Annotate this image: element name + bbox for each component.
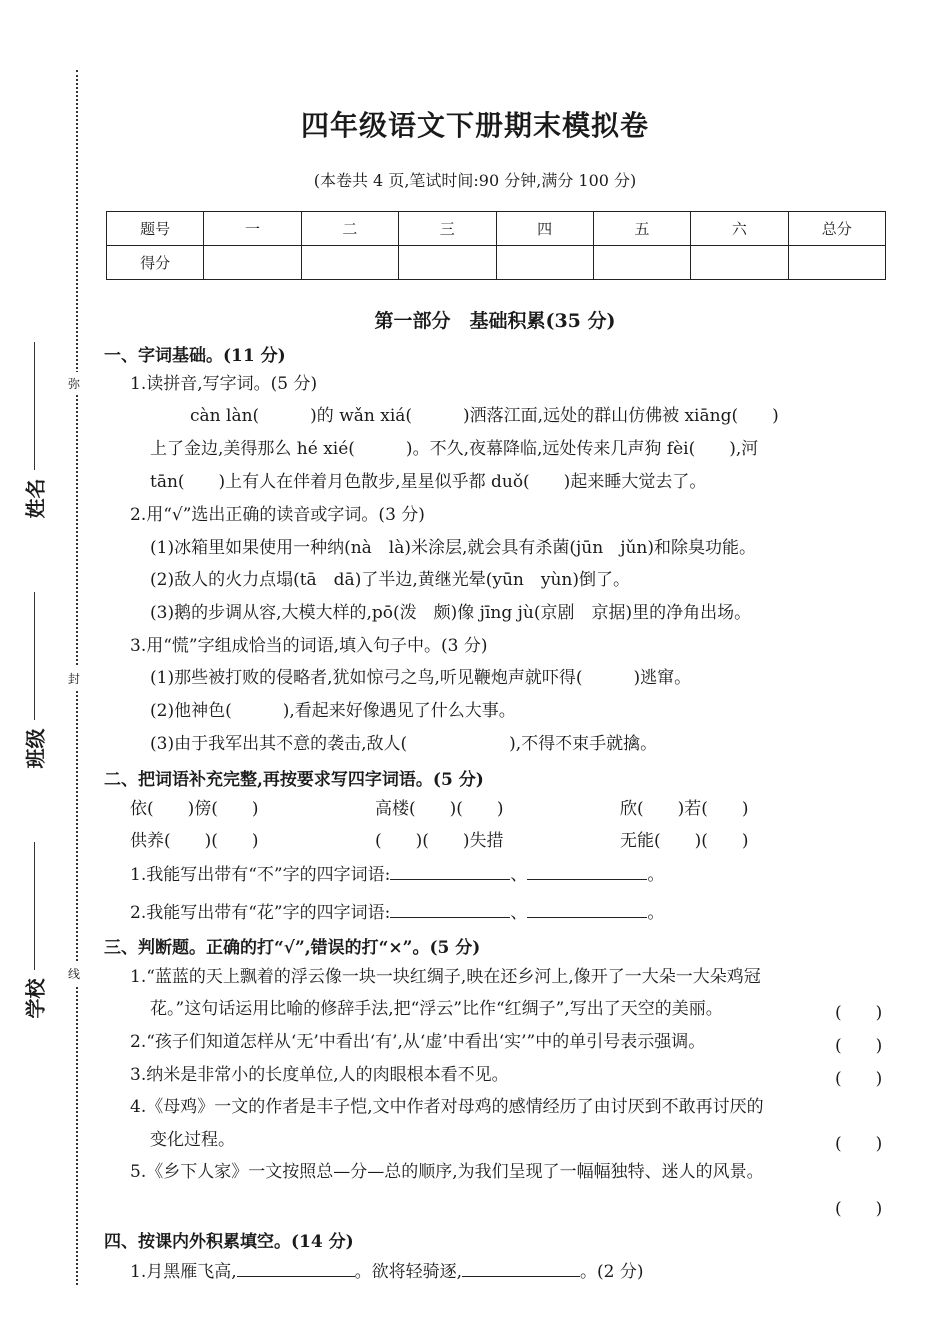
s3-item5: 5.《乡下人家》一文按照总—分—总的顺序,为我们呈现了一幅幅独特、迷人的风景。: [130, 1162, 764, 1182]
s2-q1-end: 。: [647, 865, 665, 885]
s1-q1-title: 1.读拼音,写字词。(5 分): [130, 374, 318, 394]
seal-char-xian: 线: [68, 962, 80, 985]
score-cell-2: 二: [301, 212, 398, 246]
school-field[interactable]: [20, 842, 48, 1019]
school-underline: [34, 842, 35, 970]
s1-q2-item2: (2)敌人的火力点塌(tā dā)了半边,黄继光晕(yūn yùn)倒了。: [150, 570, 631, 590]
s2-q1-blank-2[interactable]: [527, 863, 647, 880]
score-cell-1: 一: [204, 212, 301, 246]
s3-answer-1[interactable]: ( ): [835, 1003, 883, 1023]
s2-q2-end: 。: [647, 903, 665, 923]
name-field[interactable]: [20, 342, 48, 519]
s2-q1-text: 1.我能写出带有“不”字的四字词语:: [130, 865, 391, 885]
s2-q1-blank-1[interactable]: [390, 863, 510, 880]
class-label: 班级: [23, 728, 48, 769]
s1-q3-item3-text: (3)由于我军出其不意的袭击,敌人( ): [150, 734, 516, 754]
score-table-header-row: [107, 212, 886, 246]
s3-item2: 2.“孩子们知道怎样从‘无’中看出‘有’,从‘虚’中看出‘实’”中的单引号表示强调。: [130, 1032, 706, 1052]
s4-q1-text: 1.月黑雁飞高,: [130, 1262, 237, 1282]
s1-q1-line2: 上了金边,美得那么 hé xié( )。不久,夜幕降临,远处传来几声狗 fèi( ),河: [150, 439, 759, 459]
s1-q3-item1: (1)那些被打败的侵略者,犹如惊弓之鸟,听见鞭炮声就吓得( )逃窜。: [150, 668, 692, 688]
part1-title: 第一部分 基础积累(35 分): [374, 310, 616, 332]
score-input-5[interactable]: [593, 246, 690, 280]
s2-q2-blank-1[interactable]: [390, 901, 510, 918]
s1-q3-item3: [150, 733, 657, 755]
name-label: 姓名: [23, 478, 48, 519]
s1-q2-title: 2.用“√”选出正确的读音或字词。(3 分): [130, 505, 425, 525]
s1-q3-item3-tail: ,不得不束手就擒。: [515, 734, 658, 754]
section1-title: 一、字词基础。(11 分): [104, 346, 286, 366]
s1-q3-title: 3.用“慌”字组成恰当的词语,填入句子中。(3 分): [130, 636, 488, 656]
s2-word-2: 高楼( )( ): [375, 799, 504, 819]
s2-word-1: 依( )傍( ): [130, 799, 259, 819]
score-cell-total: 总分: [788, 212, 885, 246]
s2-word-6: 无能( )( ): [620, 831, 749, 851]
s1-q3-item2: (2)他神色( ),看起来好像遇见了什么大事。: [150, 701, 516, 721]
score-table-score-row: [107, 246, 886, 280]
s1-q2-item1: (1)冰箱里如果使用一种纳(nà là)米涂层,就会具有杀菌(jūn jǔn)和除臭功能。: [150, 538, 757, 558]
s2-q2-text: 2.我能写出带有“花”字的四字词语:: [130, 903, 391, 923]
s4-q1-end: 。(2 分): [580, 1262, 644, 1282]
class-underline: [34, 592, 35, 720]
s2-word-4: 供养( )( ): [130, 831, 259, 851]
s2-q1-sep: 、: [510, 865, 528, 885]
class-field[interactable]: [20, 592, 48, 769]
score-input-2[interactable]: [301, 246, 398, 280]
s2-q2-blank-2[interactable]: [527, 901, 647, 918]
s4-q1-mid: 。欲将轻骑逐,: [354, 1262, 463, 1282]
s3-answer-3[interactable]: ( ): [835, 1069, 883, 1089]
score-cell-label: 题号: [107, 212, 204, 246]
section3-title: 三、判断题。正确的打“√”,错误的打“×”。(5 分): [104, 938, 481, 958]
score-cell-5: 五: [593, 212, 690, 246]
score-input-6[interactable]: [691, 246, 788, 280]
section4-title: 四、按课内外积累填空。(14 分): [104, 1232, 354, 1252]
s3-answer-5[interactable]: ( ): [835, 1199, 883, 1219]
score-cell-3: 三: [399, 212, 496, 246]
s2-q2-sep: 、: [510, 903, 528, 923]
s3-item1-line2: 花。”这句话运用比喻的修辞手法,把“浮云”比作“红绸子”,写出了天空的美丽。: [150, 999, 723, 1019]
s3-item3: 3.纳米是非常小的长度单位,人的肉眼根本看不见。: [130, 1065, 509, 1085]
s2-q2: [130, 901, 664, 924]
score-cell-6: 六: [691, 212, 788, 246]
s1-q1-line1: càn làn( )的 wǎn xiá( )洒落江面,远处的群山仿佛被 xiāng( ): [190, 406, 779, 426]
s3-item4-line2: 变化过程。: [150, 1130, 235, 1150]
score-input-3[interactable]: [399, 246, 496, 280]
s2-q1: [130, 863, 664, 886]
score-input-1[interactable]: [204, 246, 301, 280]
s2-word-5: ( )( )失措: [375, 831, 504, 851]
s1-q1-line3: tān( )上有人在伴着月色散步,星星似乎都 duǒ( )起来睡大觉去了。: [150, 472, 707, 492]
s1-q2-item3: (3)鹅的步调从容,大模大样的,pō(泼 颇)像 jīng jù(京剧 京据)里的净角出场。: [150, 603, 752, 623]
s3-answer-4[interactable]: ( ): [835, 1134, 883, 1154]
s2-word-3: 欣( )若( ): [620, 799, 749, 819]
score-cell-4: 四: [496, 212, 593, 246]
s4-q1-blank-2[interactable]: [462, 1260, 580, 1277]
score-table: [106, 211, 886, 280]
section2-title: 二、把词语补充完整,再按要求写四字词语。(5 分): [104, 770, 484, 790]
seal-char-mi: 弥: [68, 372, 80, 395]
score-input-total[interactable]: [788, 246, 885, 280]
s3-item1-line1: 1.“蓝蓝的天上飘着的浮云像一块一块红绸子,映在还乡河上,像开了一大朵一大朵鸡冠: [130, 967, 761, 987]
page-title: 四年级语文下册期末模拟卷: [300, 109, 649, 142]
s3-answer-2[interactable]: ( ): [835, 1036, 883, 1056]
score-input-4[interactable]: [496, 246, 593, 280]
name-underline: [34, 342, 35, 470]
exam-info: (本卷共 4 页,笔试时间:90 分钟,满分 100 分): [313, 171, 637, 190]
seal-char-feng: 封: [68, 667, 80, 690]
s4-q1-blank-1[interactable]: [237, 1260, 355, 1277]
s3-item4-line1: 4.《母鸡》一文的作者是丰子恺,文中作者对母鸡的感情经历了由讨厌到不敢再讨厌的: [130, 1097, 764, 1117]
s4-q1: [130, 1260, 644, 1283]
score-row-label: 得分: [107, 246, 204, 280]
school-label: 学校: [23, 978, 48, 1019]
